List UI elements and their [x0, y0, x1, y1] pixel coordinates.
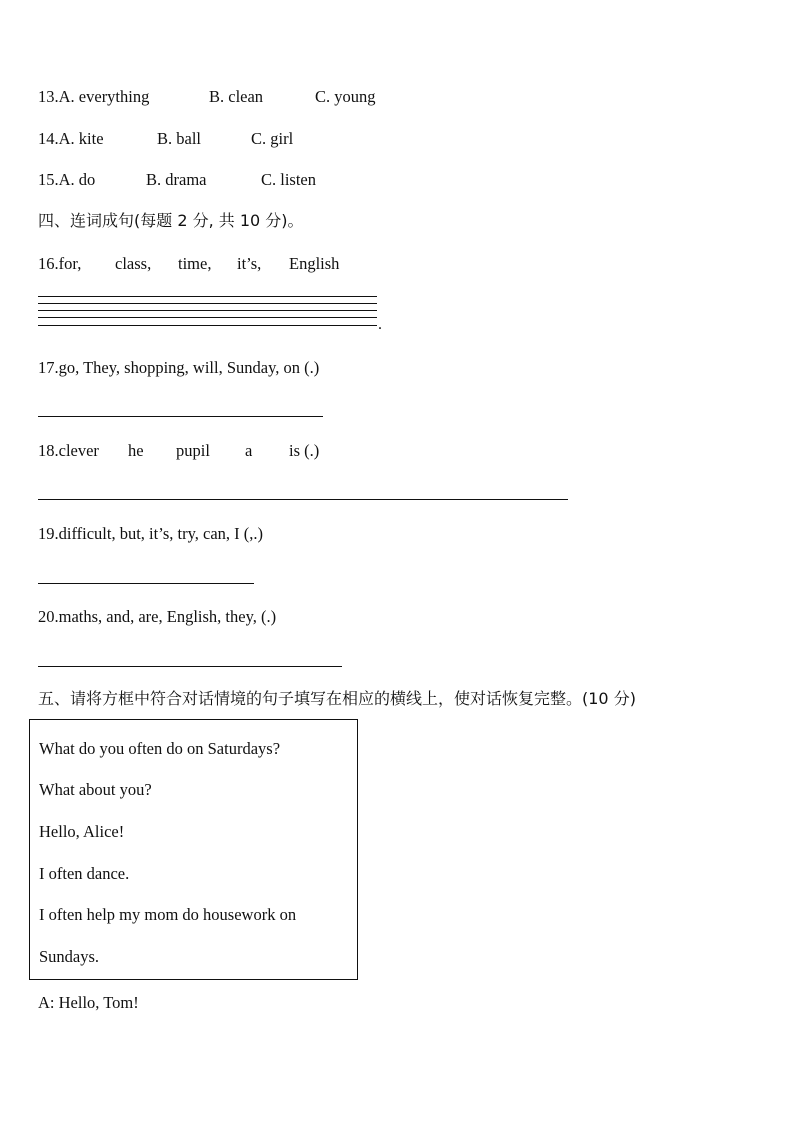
- question-15: [38, 170, 317, 190]
- box-sentence: I often help my mom do housework on: [39, 905, 297, 924]
- answer-line[interactable]: [38, 499, 568, 500]
- option-c: C. girl: [251, 129, 294, 148]
- answer-line[interactable]: [38, 666, 342, 667]
- word: he: [128, 441, 144, 460]
- box-sentence: What about you?: [39, 780, 152, 799]
- option-b: B. clean: [209, 87, 264, 106]
- answer-line[interactable]: [38, 416, 323, 417]
- word: a: [245, 441, 253, 460]
- question-number: 15.: [38, 170, 59, 189]
- option-a: A. kite: [58, 129, 104, 148]
- option-b: B. drama: [146, 170, 207, 189]
- question-16: [38, 254, 340, 274]
- question-17: [38, 358, 319, 378]
- word: English: [289, 254, 340, 273]
- sentence-box: [29, 719, 358, 980]
- option-c: C. young: [315, 87, 376, 106]
- question-18: [38, 441, 320, 461]
- word: class,: [115, 254, 152, 273]
- question-number: 17.: [38, 358, 59, 377]
- question-number: 16.: [38, 254, 59, 273]
- word: pupil: [176, 441, 210, 460]
- question-number: 13.: [38, 87, 59, 106]
- answer-line[interactable]: [38, 310, 377, 311]
- word: for,: [58, 254, 82, 273]
- box-sentence: Sundays.: [39, 947, 100, 966]
- word: is (.): [289, 441, 320, 460]
- answer-line[interactable]: [38, 296, 377, 297]
- option-b: B. ball: [157, 129, 201, 148]
- answer-line[interactable]: [38, 583, 254, 584]
- word: time,: [178, 254, 212, 273]
- question-words: go, They, shopping, will, Sunday, on (.): [58, 358, 320, 377]
- question-number: 18.: [38, 441, 59, 460]
- answer-line[interactable]: [38, 303, 377, 304]
- box-sentence: I often dance.: [39, 864, 130, 883]
- box-sentence: What do you often do on Saturdays?: [39, 739, 281, 758]
- answer-line[interactable]: [38, 325, 377, 326]
- dialogue-line: A: Hello, Tom!: [38, 993, 139, 1012]
- question-19: [38, 524, 263, 544]
- question-20: [38, 607, 276, 627]
- section-4-heading: 四、连词成句(每题 2 分, 共 10 分)。: [38, 211, 304, 230]
- question-number: 20.: [38, 607, 59, 626]
- option-c: C. listen: [261, 170, 317, 189]
- question-number: 19.: [38, 524, 59, 543]
- question-words: difficult, but, it’s, try, can, I (,.): [58, 524, 263, 543]
- option-a: A. do: [58, 170, 96, 189]
- word: it’s,: [237, 254, 262, 273]
- box-sentence: Hello, Alice!: [39, 822, 125, 841]
- question-13: [38, 87, 376, 107]
- word: clever: [58, 441, 99, 460]
- question-number: 14.: [38, 129, 59, 148]
- question-14: [38, 129, 294, 149]
- sentence-period: .: [378, 316, 382, 333]
- answer-line[interactable]: [38, 317, 377, 318]
- option-a: A. everything: [58, 87, 150, 106]
- section-5-heading: 五、请将方框中符合对话情境的句子填写在相应的横线上，使对话恢复完整。(10 分): [38, 689, 636, 708]
- question-words: maths, and, are, English, they, (.): [58, 607, 277, 626]
